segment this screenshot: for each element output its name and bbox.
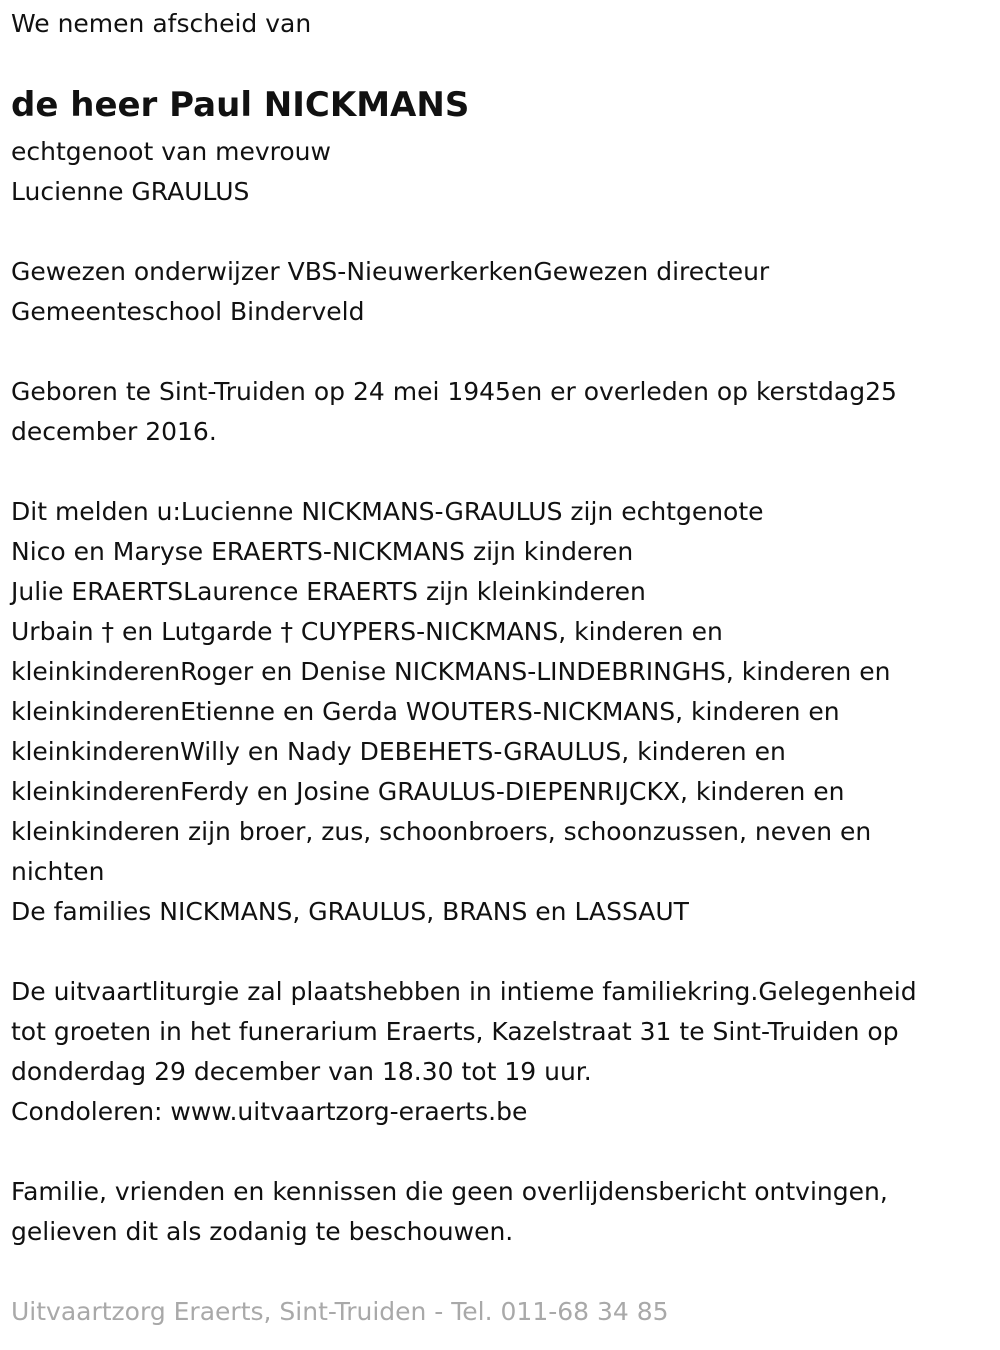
closing-line: Familie, vrienden en kennissen die geen overlijdensbericht ontvingen, (11, 1177, 888, 1206)
family-line: kleinkinderenEtienne en Gerda WOUTERS-NICKMANS, kinderen en (11, 697, 840, 726)
funeral-line: De uitvaartliturgie zal plaatshebben in intieme familiekring.Gelegenheid (11, 977, 917, 1006)
family-line: kleinkinderenRoger en Denise NICKMANS-LINDEBRINGHS, kinderen en (11, 657, 891, 686)
spacer (11, 452, 980, 492)
spacer (11, 1132, 980, 1172)
spacer (11, 932, 980, 972)
family-line: kleinkinderen zijn broer, zus, schoonbroers, schoonzussen, neven en (11, 817, 872, 846)
career-line: Gemeenteschool Binderveld (11, 297, 365, 326)
family-line: Urbain † en Lutgarde † CUYPERS-NICKMANS, kinderen en (11, 617, 723, 646)
funeral-line: tot groeten in het funerarium Eraerts, Kazelstraat 31 te Sint-Truiden op (11, 1017, 899, 1046)
family-line: kleinkinderenWilly en Nady DEBEHETS-GRAULUS, kinderen en (11, 737, 786, 766)
family-line: Dit melden u:Lucienne NICKMANS-GRAULUS zijn echtgenote (11, 497, 764, 526)
family-line: De families NICKMANS, GRAULUS, BRANS en LASSAUT (11, 897, 689, 926)
career-line: Gewezen onderwijzer VBS-NieuwerkerkenGewezen directeur (11, 257, 770, 286)
family-line: kleinkinderenFerdy en Josine GRAULUS-DIEPENRIJCKX, kinderen en (11, 777, 845, 806)
condolence-line: Condoleren: www.uitvaartzorg-eraerts.be (11, 1097, 528, 1126)
deceased-name: de heer Paul NICKMANS (11, 85, 470, 125)
birth-line: december 2016. (11, 417, 217, 446)
funeral-home-footer: Uitvaartzorg Eraerts, Sint-Truiden - Tel. 011-68 34 85 (11, 1297, 669, 1326)
birth-line: Geboren te Sint-Truiden op 24 mei 1945en er overleden op kerstdag25 (11, 377, 897, 406)
spouse-line: echtgenoot van mevrouw (11, 137, 331, 166)
family-line: nichten (11, 857, 105, 886)
family-line: Nico en Maryse ERAERTS-NICKMANS zijn kinderen (11, 537, 634, 566)
spacer (11, 332, 980, 372)
funeral-line: donderdag 29 december van 18.30 tot 19 uur. (11, 1057, 592, 1086)
spacer (11, 212, 980, 252)
closing-line: gelieven dit als zodanig te beschouwen. (11, 1217, 514, 1246)
intro-text: We nemen afscheid van (11, 9, 312, 38)
family-line: Julie ERAERTSLaurence ERAERTS zijn kleinkinderen (11, 577, 646, 606)
spouse-line: Lucienne GRAULUS (11, 177, 250, 206)
